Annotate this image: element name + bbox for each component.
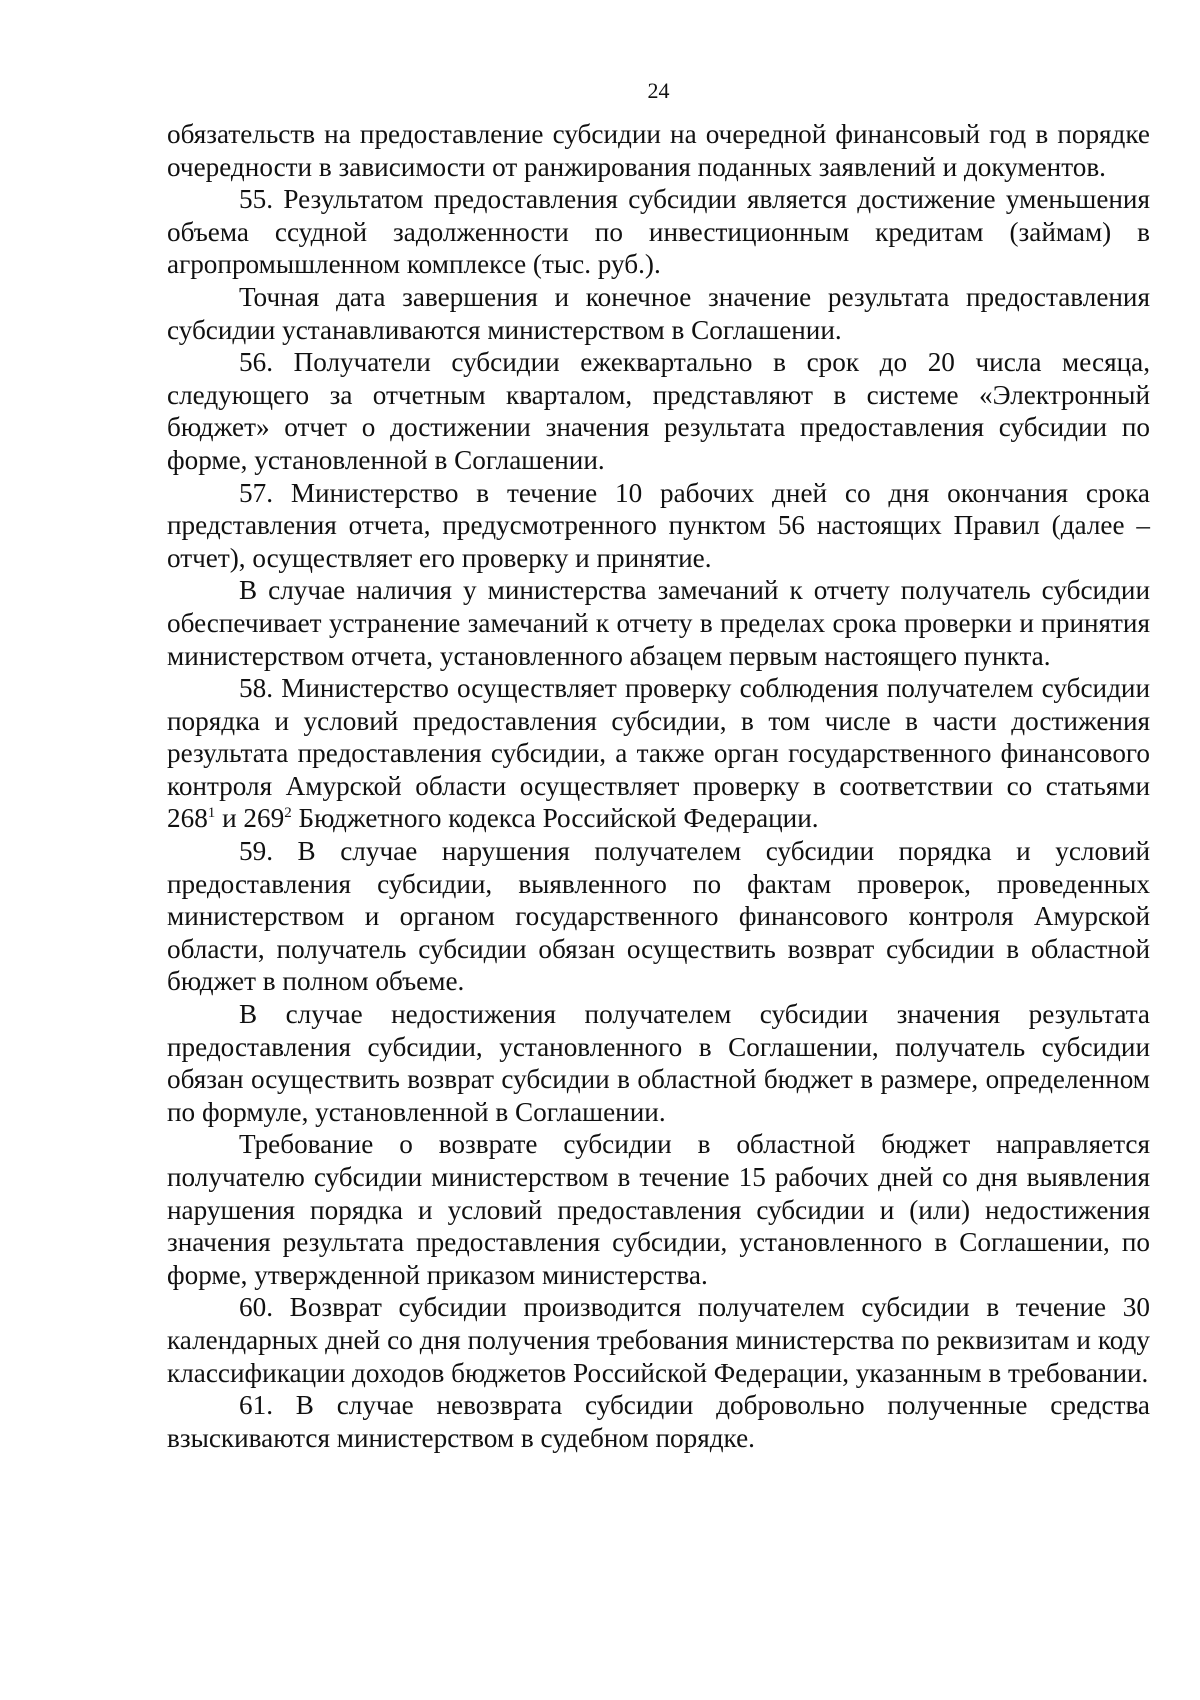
- paragraph-59-refund-demand: Требование о возврате субсидии в областной бюджет направляется получателю субсидии министерством в течение 15 рабочих дней со дня выявления нарушения порядка и условий предоставления субсидии и (или) недостижения значения результата предоставления субсидии, установленного в Соглашении, по форме, утвержденной приказом министерства.: [167, 1129, 1150, 1290]
- paragraph-55: 55. Результатом предоставления субсидии является достижение уменьшения объема ссудной задолженности по инвестиционным кредитам (займам) в агропромышленном комплексе (тыс. руб.).: [167, 184, 1150, 280]
- paragraph-59: 59. В случае нарушения получателем субсидии порядка и условий предоставления субсидии, выявленного по фактам проверок, проведенных министерством и органом государственного финансового контроля Амурской области, получатель субсидии обязан осуществить возврат субсидии в областной бюджет в полном объеме.: [167, 836, 1150, 997]
- paragraph-58-text-b: и 269: [215, 803, 285, 834]
- document-body: [167, 118, 1150, 1454]
- document-page: [167, 0, 1150, 1700]
- paragraph-60: 60. Возврат субсидии производится получателем субсидии в течение 30 календарных дней со дня получения требования министерства по реквизитам и коду классификации доходов бюджетов Российской Федерации, указанным в требовании.: [167, 1292, 1150, 1388]
- paragraph-continuation: обязательств на предоставление субсидии на очередной финансовый год в порядке очередности в зависимости от ранжирования поданных заявлений и документов.: [167, 119, 1150, 182]
- superscript-1: 1: [207, 805, 216, 822]
- paragraph-56: 56. Получатели субсидии ежеквартально в срок до 20 числа месяца, следующего за отчетным кварталом, представляют в системе «Электронный бюджет» отчет о достижении значения результата предоставления субсидии по форме, установленной в Соглашении.: [167, 347, 1150, 475]
- superscript-2: 2: [284, 805, 292, 822]
- paragraph-61: 61. В случае невозврата субсидии добровольно полученные средства взыскиваются министерством в судебном порядке.: [167, 1390, 1150, 1453]
- page-number: 24: [647, 78, 670, 103]
- paragraph-58: [167, 672, 1150, 835]
- paragraph-55-completion-date: Точная дата завершения и конечное значение результата предоставления субсидии устанавливаются министерством в Соглашении.: [167, 281, 1150, 345]
- paragraph-58-text-c: Бюджетного кодекса Российской Федерации.: [291, 803, 819, 834]
- paragraph-57: 57. Министерство в течение 10 рабочих дней со дня окончания срока представления отчета, предусмотренного пунктом 56 настоящих Правил (далее – отчет), осуществляет его проверку и принятие.: [167, 477, 1150, 573]
- paragraph-59-non-achievement: В случае недостижения получателем субсидии значения результата предоставления субсидии, установленного в Соглашении, получатель субсидии обязан осуществить возврат субсидии в областной бюджет в размере, определенном по формуле, установленной в Соглашении.: [167, 999, 1150, 1127]
- paragraph-57-remarks: В случае наличия у министерства замечаний к отчету получатель субсидии обеспечивает устранение замечаний к отчету в пределах срока проверки и принятия министерством отчета, установленного абзацем первым настоящего пункта.: [167, 575, 1150, 671]
- paragraph-58-text-a: 58. Министерство осуществляет проверку соблюдения получателем субсидии порядка и условий предоставления субсидии, в том числе в части достижения результата предоставления субсидии, а также орган государственного финансового контроля Амурской области осуществляет проверку в соответствии со статьями 268: [167, 673, 1150, 834]
